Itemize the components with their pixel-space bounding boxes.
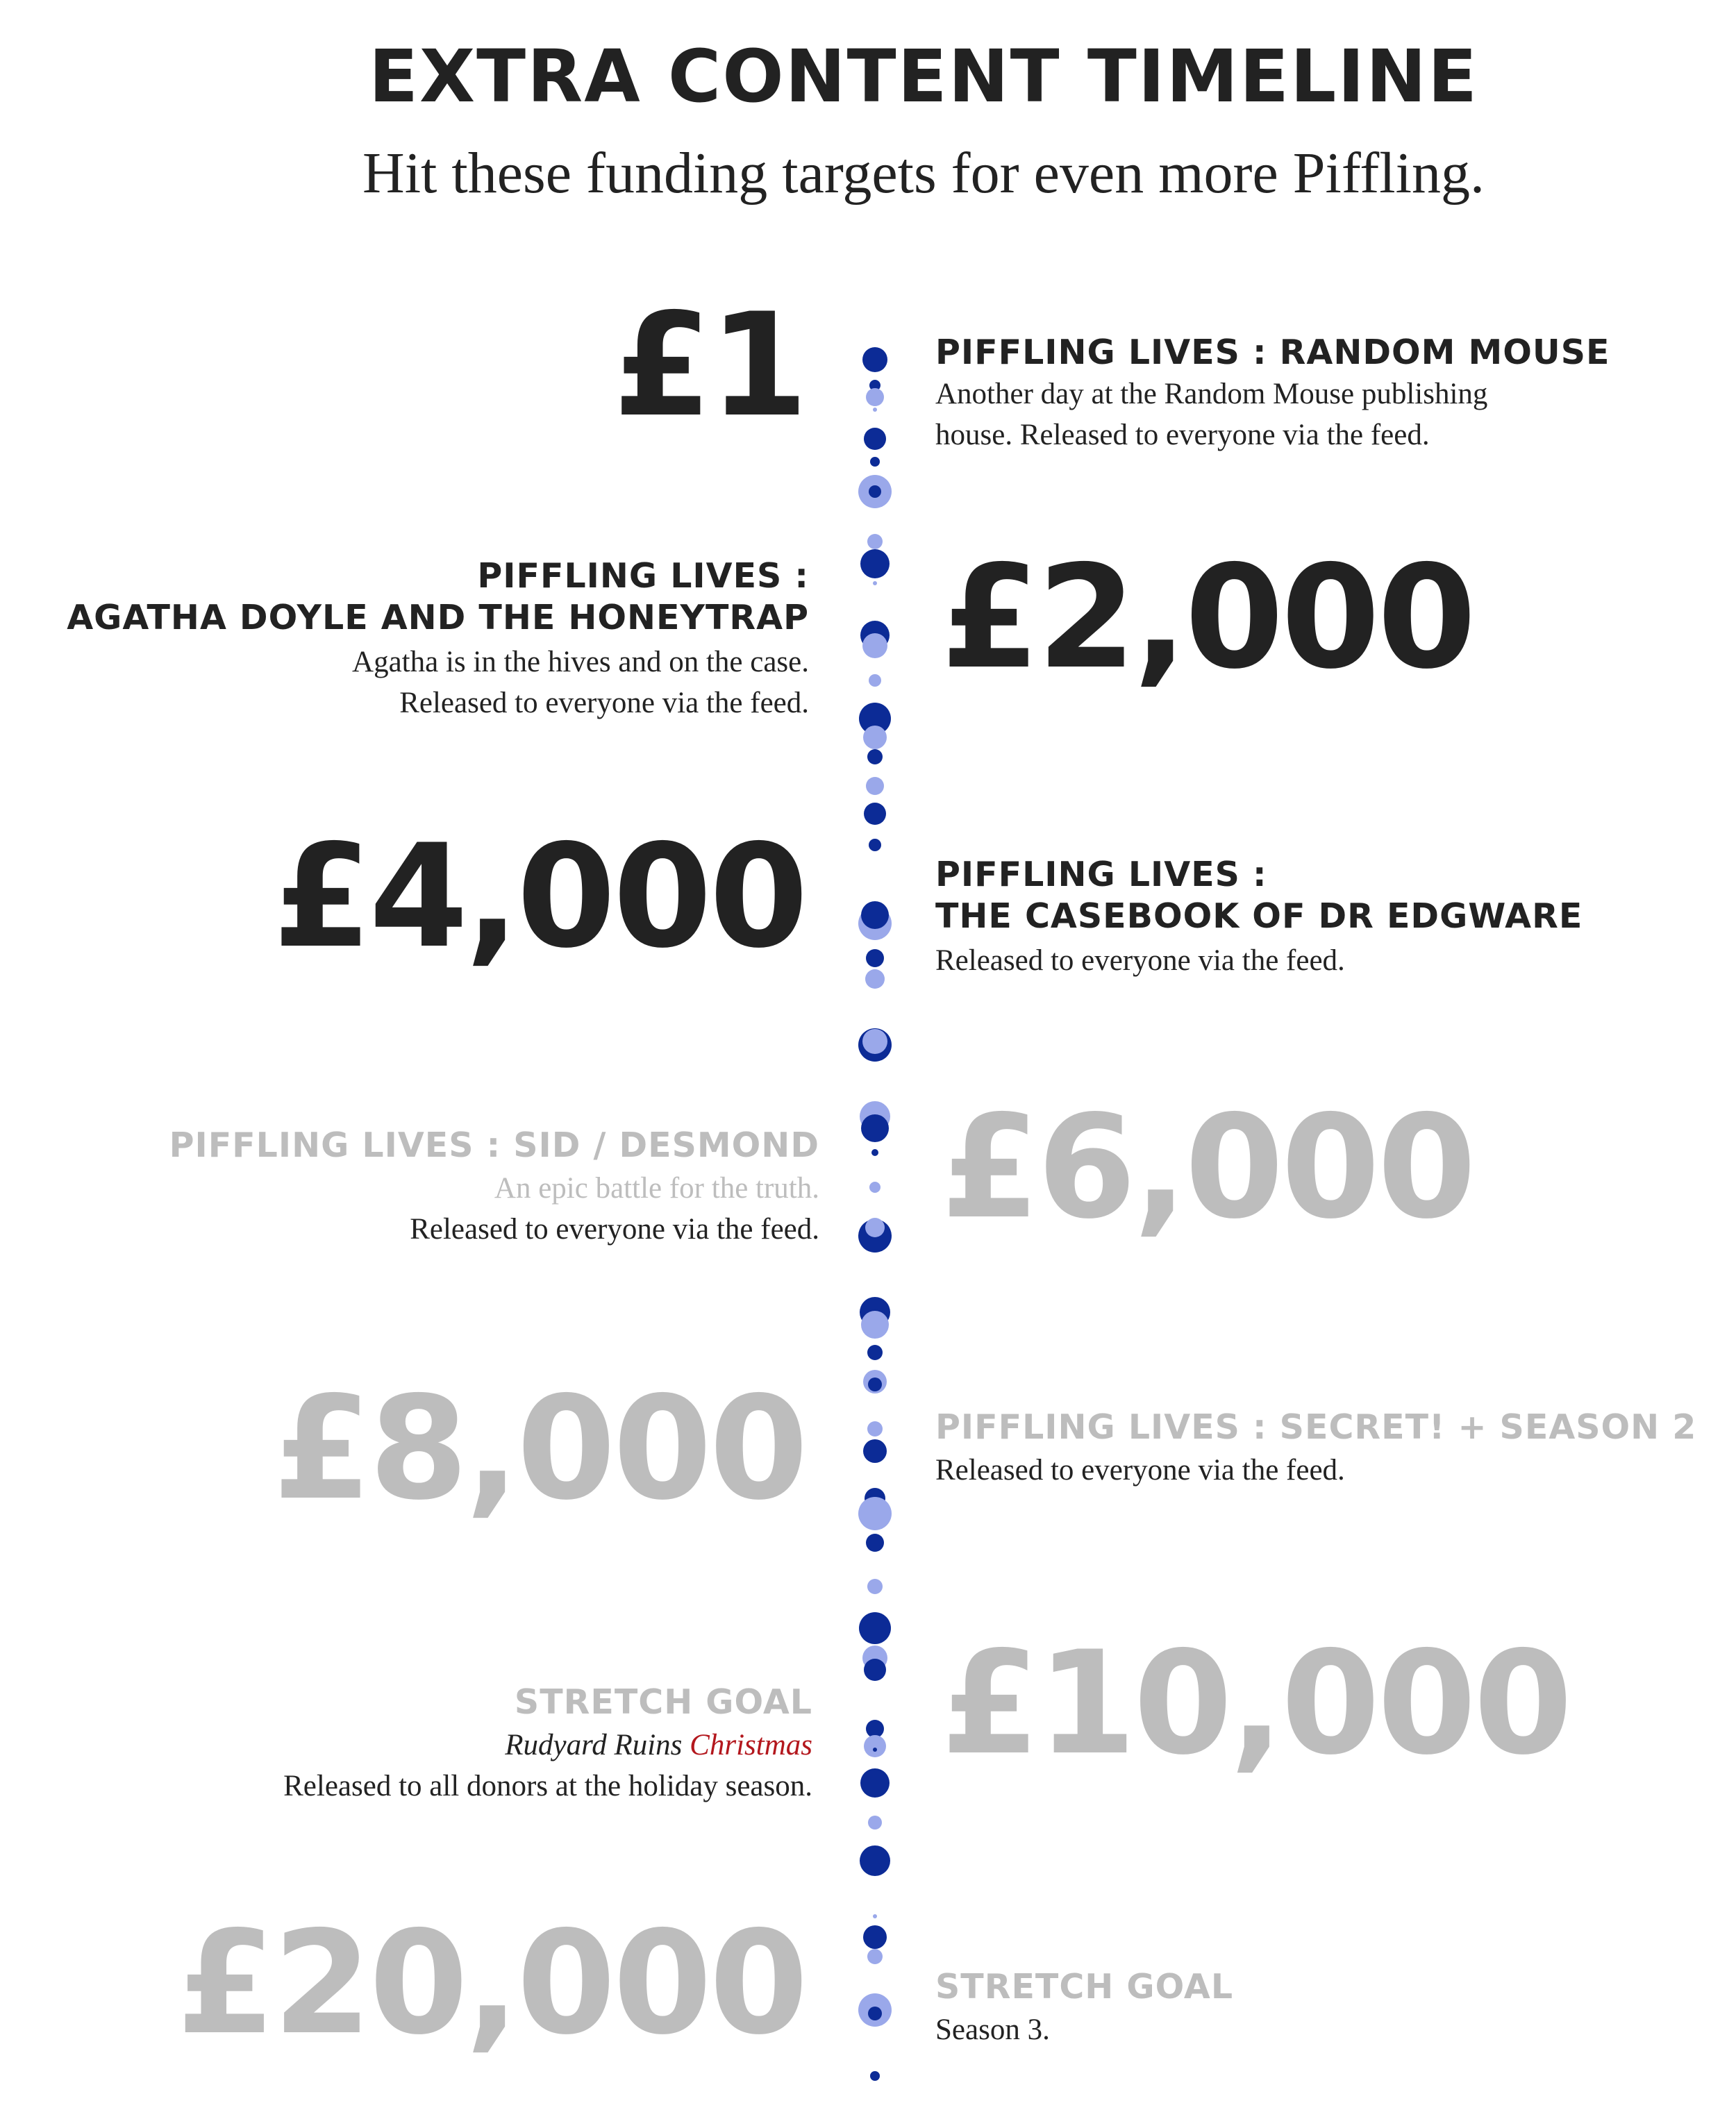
timeline-dot <box>868 1378 882 1391</box>
timeline-dot <box>864 1659 886 1681</box>
milestone-6-amount: £10,000 <box>941 1621 1570 1786</box>
milestone-2-line1: Agatha is in the hives and on the case. <box>352 646 809 678</box>
timeline-dot <box>866 388 884 406</box>
milestone-4-line2: Released to everyone via the feed. <box>410 1213 819 1246</box>
timeline-dot <box>873 1748 877 1752</box>
milestone-5-line1: Released to everyone via the feed. <box>935 1454 1345 1487</box>
timeline-dot <box>862 1029 887 1054</box>
milestone-7-amount: £20,000 <box>176 1901 806 2066</box>
timeline-dot <box>869 839 881 851</box>
timeline-dot <box>864 1735 886 1757</box>
timeline-dot <box>873 408 877 412</box>
timeline-dot <box>870 457 880 467</box>
timeline-dot <box>869 485 881 498</box>
milestone-2-heading-line1: PIFFLING LIVES : <box>477 556 809 596</box>
milestone-4-amount: £6,000 <box>941 1085 1474 1250</box>
milestone-7-line1: Season 3. <box>935 2013 1050 2046</box>
timeline-dot <box>867 1345 883 1360</box>
page-title: EXTRA CONTENT TIMELINE <box>368 34 1479 119</box>
timeline-dot <box>860 1845 890 1876</box>
timeline-dot <box>873 1914 877 1918</box>
milestone-3-heading-line2: THE CASEBOOK OF DR EDGWARE <box>935 896 1583 936</box>
timeline-dot <box>858 1497 892 1530</box>
timeline-dot <box>863 1925 887 1949</box>
timeline-dot <box>868 2007 882 2020</box>
timeline-dot <box>868 1816 882 1829</box>
milestone-4-heading: PIFFLING LIVES : SID / DESMOND <box>169 1125 819 1165</box>
timeline-dot <box>861 1114 889 1142</box>
timeline-dot <box>860 549 890 578</box>
timeline-dot <box>865 969 885 989</box>
milestone-5-info <box>935 1407 1696 1491</box>
timeline-dot <box>871 1149 878 1156</box>
timeline-dot <box>860 1768 890 1798</box>
timeline-dot <box>862 633 887 658</box>
milestone-1-line1: Another day at the Random Mouse publishing <box>935 378 1488 410</box>
timeline-dot <box>873 581 877 585</box>
timeline-dot <box>863 1439 887 1463</box>
timeline-dot <box>867 534 883 549</box>
timeline-dot <box>869 674 881 687</box>
page-subtitle: Hit these funding targets for even more Piffling. <box>362 141 1485 206</box>
milestone-3-amount: £4,000 <box>272 814 806 980</box>
timeline-dot <box>865 1218 885 1237</box>
timeline-dot <box>867 1949 883 1964</box>
milestone-2-heading-line2: AGATHA DOYLE AND THE HONEYTRAP <box>67 598 809 637</box>
timeline-dot <box>861 1311 889 1339</box>
timeline-dot <box>867 1421 883 1437</box>
milestone-6-info <box>283 1682 812 1807</box>
milestone-5-amount: £8,000 <box>272 1366 806 1532</box>
milestone-1-line2: house. Released to everyone via the feed. <box>935 419 1430 451</box>
milestone-4-info <box>169 1125 819 1250</box>
milestone-6-heading: STRETCH GOAL <box>514 1682 812 1722</box>
milestone-1-amount: £1 <box>612 283 806 449</box>
timeline-dot <box>866 1534 884 1552</box>
timeline-dot <box>866 949 884 967</box>
milestone-1-heading: PIFFLING LIVES : RANDOM MOUSE <box>935 333 1610 372</box>
milestone-5-heading: PIFFLING LIVES : SECRET! + SEASON 2 <box>935 1407 1697 1447</box>
timeline-dot <box>866 777 884 795</box>
milestone-2-info <box>67 555 809 723</box>
milestone-6-title-highlight: Christmas <box>690 1729 812 1761</box>
milestone-3-line1: Released to everyone via the feed. <box>935 944 1345 977</box>
milestone-4-line1: An epic battle for the truth. <box>494 1172 819 1205</box>
milestone-3-heading-line1: PIFFLING LIVES : <box>935 855 1267 894</box>
timeline-dot <box>861 901 889 929</box>
timeline-dot <box>867 749 883 764</box>
milestone-2-amount: £2,000 <box>941 535 1474 701</box>
timeline-dot <box>867 1579 883 1594</box>
milestone-2-line2: Released to everyone via the feed. <box>399 687 809 719</box>
timeline-dot <box>864 803 886 825</box>
timeline-dot <box>859 1612 891 1644</box>
milestone-7-info <box>935 1966 1233 2050</box>
milestone-6-title <box>283 1725 812 1766</box>
timeline-dot <box>862 347 887 372</box>
timeline-dot <box>864 428 886 450</box>
timeline-dot <box>869 1182 880 1193</box>
milestone-6-line1: Released to all donors at the holiday season. <box>283 1770 812 1802</box>
milestone-7-heading: STRETCH GOAL <box>935 1967 1234 2007</box>
milestone-1-info <box>935 332 1610 455</box>
timeline-dot <box>870 2071 880 2081</box>
timeline-dot <box>863 726 887 749</box>
milestone-3-info <box>935 854 1583 981</box>
milestone-6-title-prefix: Rudyard Ruins <box>505 1729 690 1761</box>
